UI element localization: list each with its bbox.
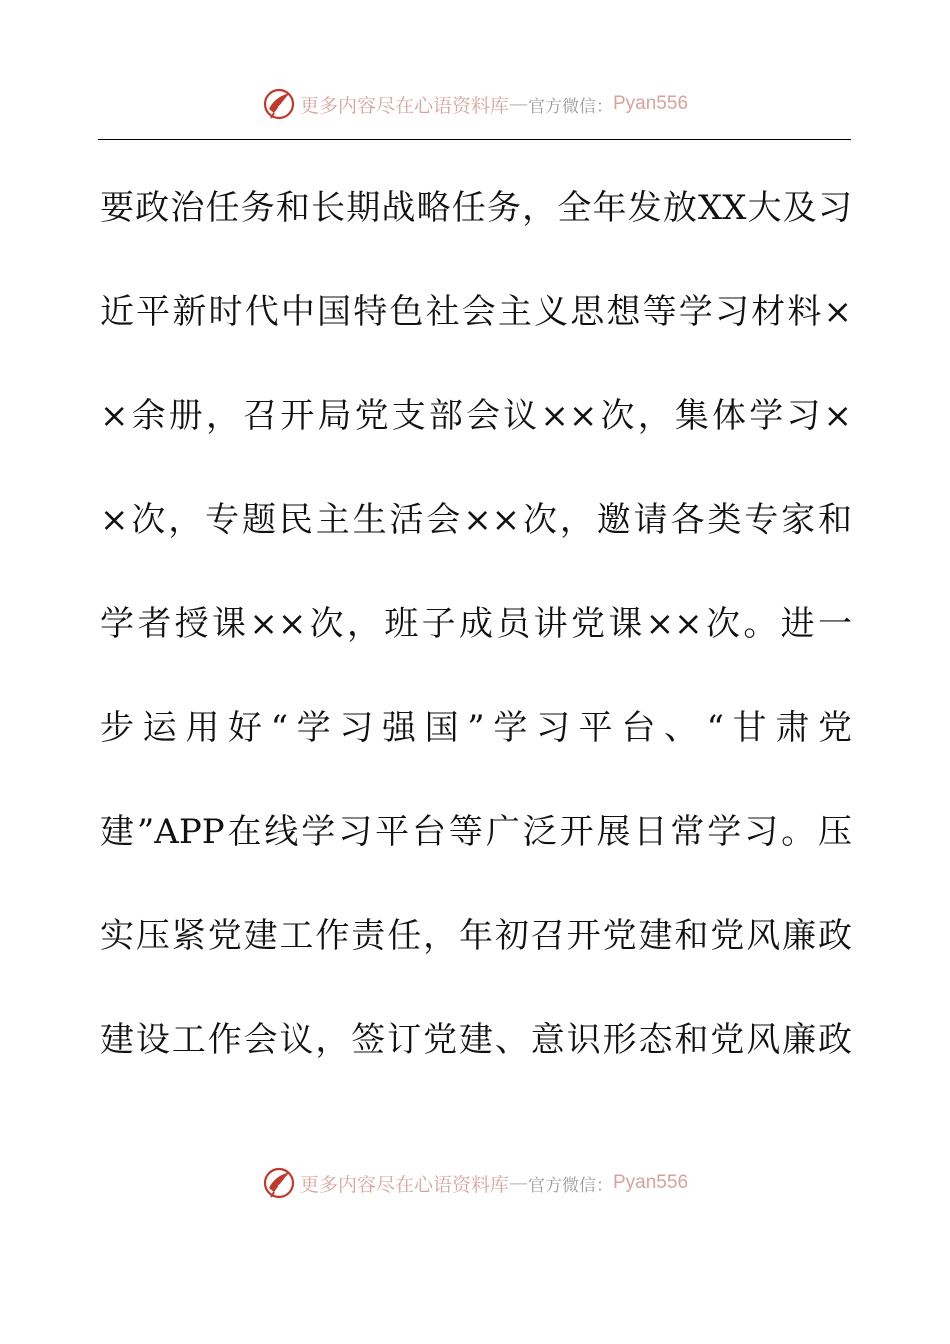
body-line: 建”APP在线学习平台等广泛开展日常学习。压 — [100, 812, 852, 852]
header-separator: — — [509, 93, 528, 115]
header-banner — [0, 84, 950, 124]
body-line: 学者授课××次，班子成员讲党课××次。进一 — [100, 604, 852, 644]
body-line: 建设工作会议，签订党建、意识形态和党风廉政 — [100, 1020, 852, 1060]
body-line: ×余册，召开局党支部会议××次，集体学习× — [100, 396, 852, 436]
footer-banner — [0, 1163, 950, 1203]
footer-brand-text: 更多内容尽在心语资料库 — [299, 1173, 509, 1196]
header-wechat-label: 官方微信： — [528, 96, 613, 117]
document-body — [100, 156, 852, 1092]
header-wechat-id: Pyan556 — [613, 93, 689, 114]
body-line: 步运用好“学习强国”学习平台、“甘肃党 — [100, 708, 852, 748]
brand-logo-icon — [262, 1166, 296, 1200]
footer-separator: — — [509, 1172, 528, 1194]
brand-logo-icon — [262, 87, 296, 121]
footer-wechat-label: 官方微信： — [528, 1175, 613, 1196]
header-divider — [98, 139, 851, 140]
body-line: 要政治任务和长期战略任务，全年发放XX大及习 — [100, 188, 852, 228]
body-line: 实压紧党建工作责任，年初召开党建和党风廉政 — [100, 916, 852, 956]
footer-wechat-id: Pyan556 — [613, 1172, 689, 1193]
header-brand-text: 更多内容尽在心语资料库 — [299, 94, 509, 117]
body-line: ×次，专题民主生活会××次，邀请各类专家和 — [100, 500, 852, 540]
body-line: 近平新时代中国特色社会主义思想等学习材料× — [100, 292, 852, 332]
